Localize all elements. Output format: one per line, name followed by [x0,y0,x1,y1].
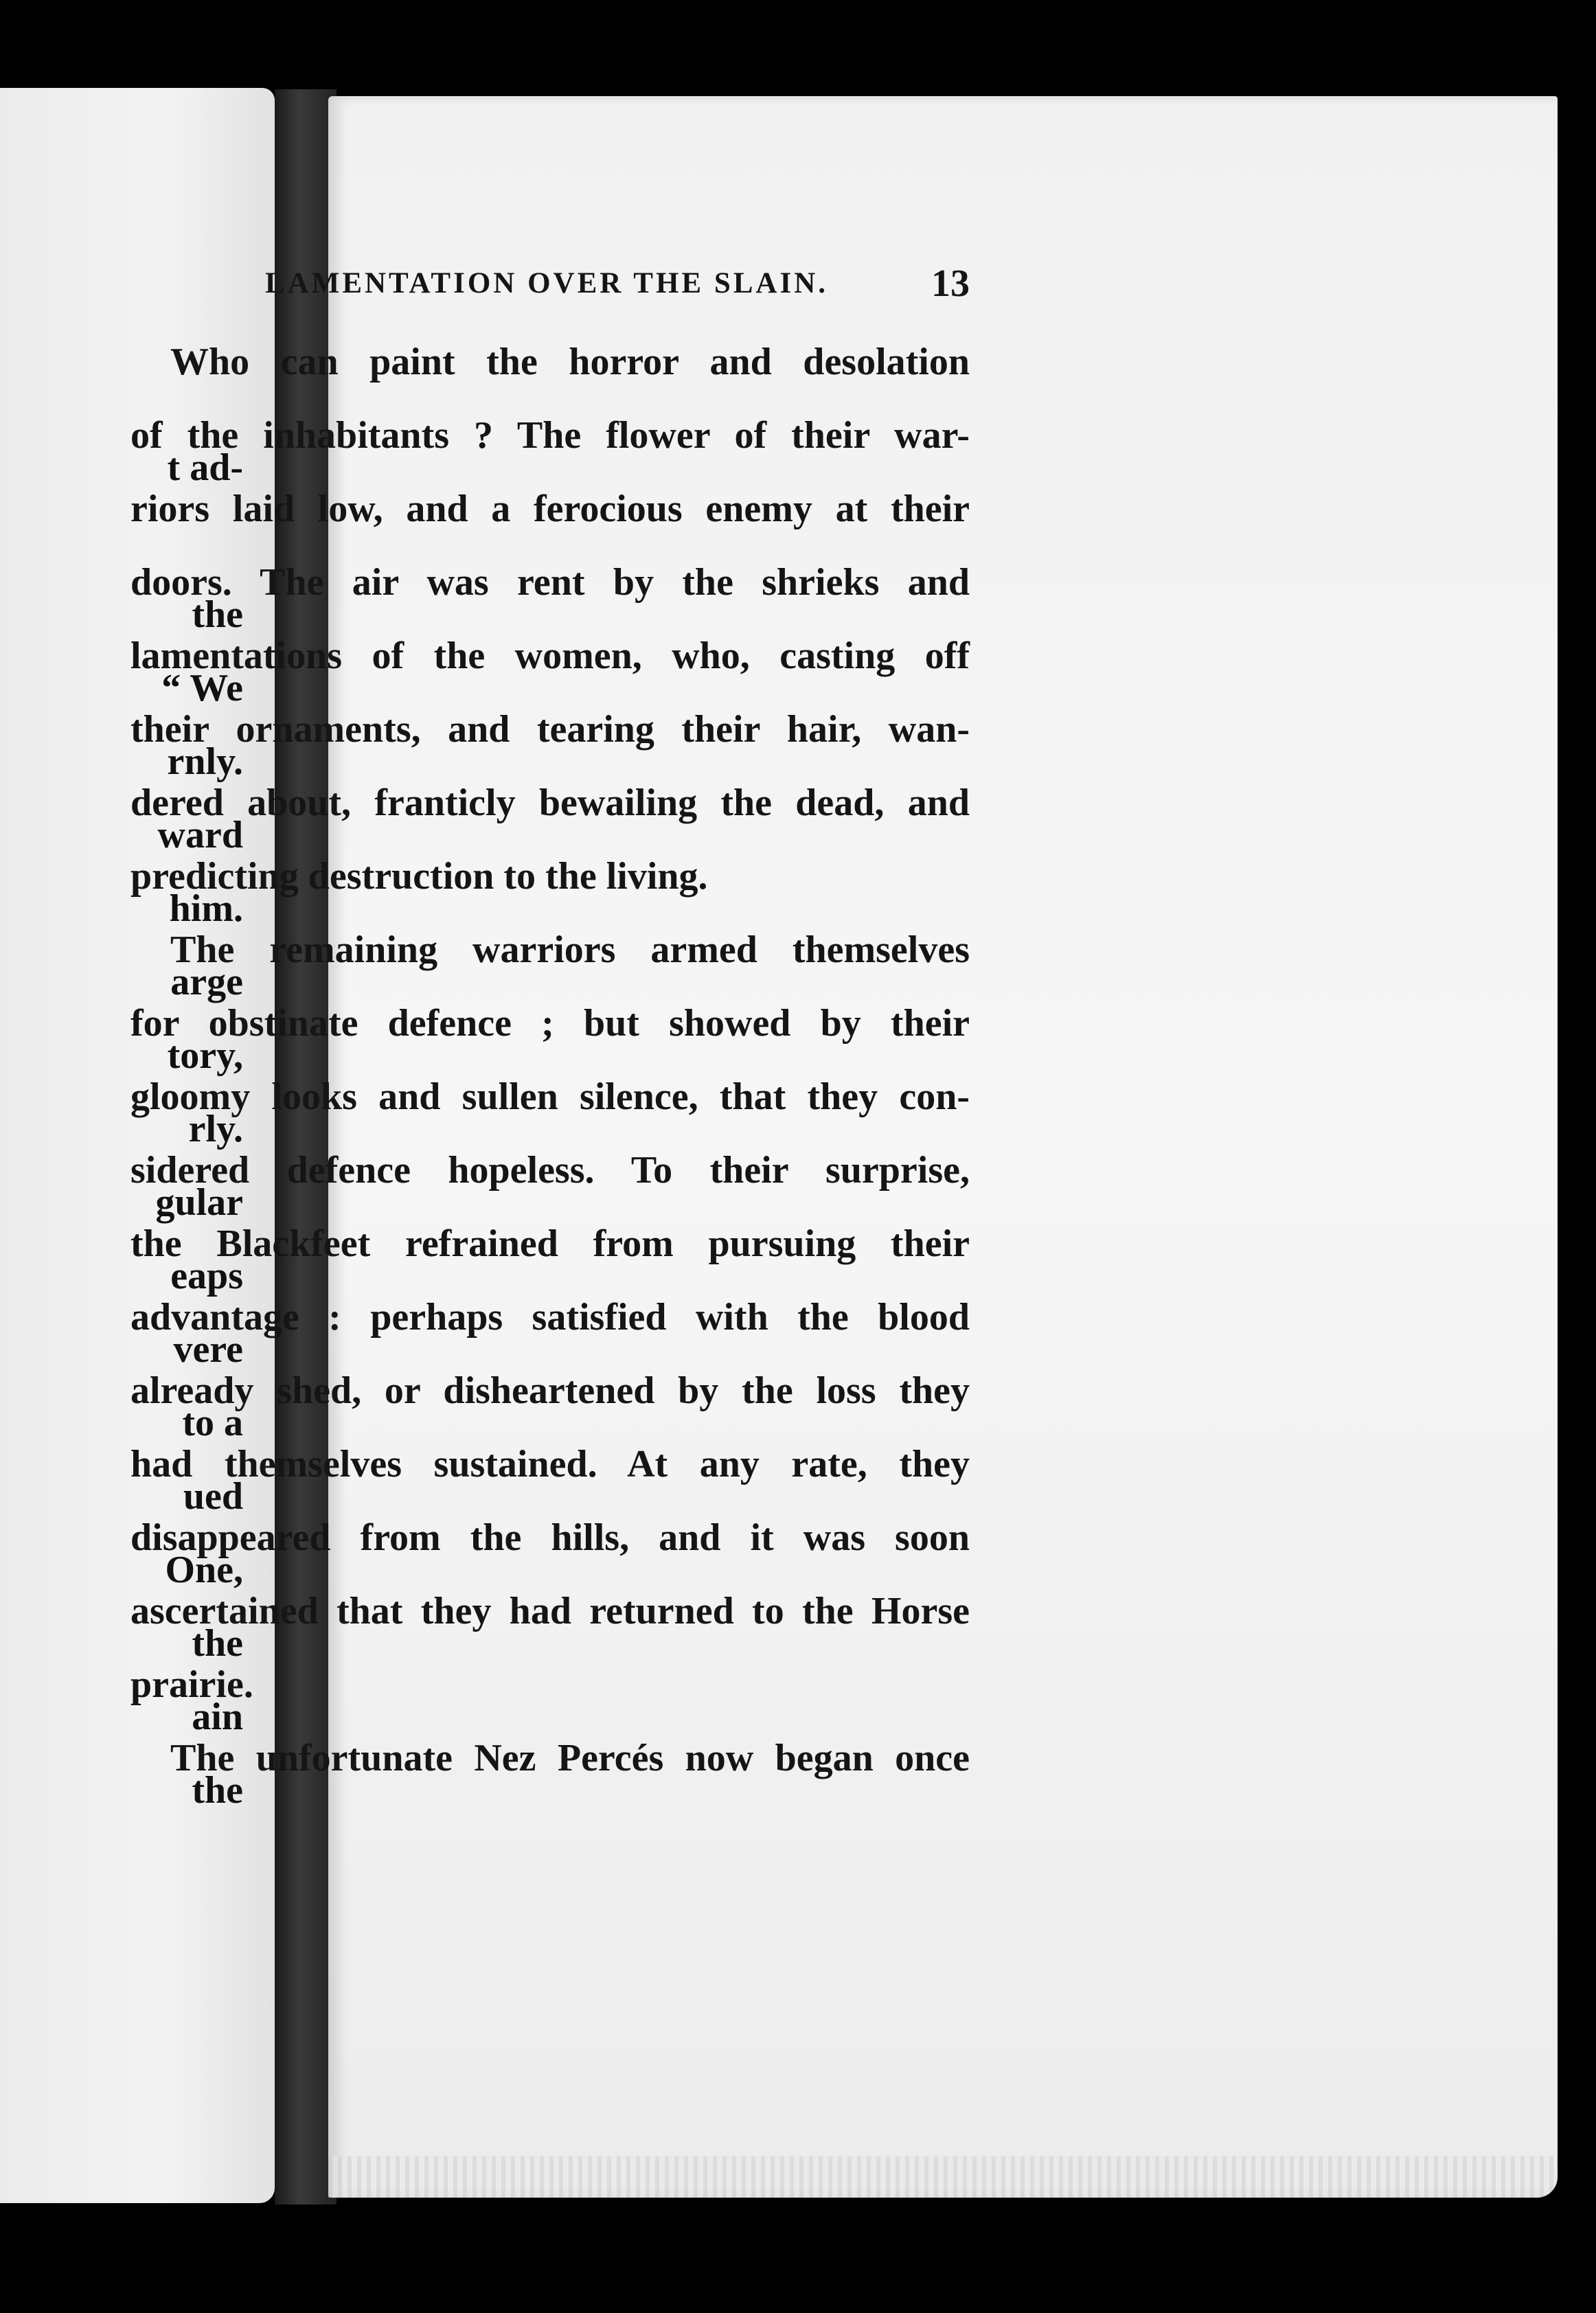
page-edge [328,2156,1558,2198]
left-line: “ We [161,667,243,709]
text-line: riors laid low, and a ferocious enemy at their [130,488,970,530]
left-line: rly. [188,1108,243,1150]
text-line: sidered defence hopeless. To their surprise, [130,1149,970,1192]
left-line: rnly. [167,740,243,783]
text-line: doors. The air was rent by the shrieks and [130,561,970,604]
left-line: eaps [170,1255,243,1297]
left-line: to a [182,1402,243,1444]
running-head-title: LAMENTATION OVER THE SLAIN. [265,267,829,299]
left-line: the [192,593,243,636]
body-text [130,326,970,1795]
text-line: the Blackfeet refrained from pursuing their [130,1222,970,1265]
text-line: prairie. [130,1663,253,1706]
left-line: arge [170,961,243,1003]
left-line: ward [157,814,243,856]
text-line: advantage : perhaps satisfied with the blood [130,1296,970,1338]
running-head [265,256,970,311]
left-line: tory, [167,1034,243,1077]
left-line: One, [165,1549,243,1591]
left-line: the [192,1769,243,1812]
text-line: their ornaments, and tearing their hair, wan- [130,708,970,751]
text-line: dered about, franticly bewailing the dead, and [130,782,970,824]
left-line: the [192,1622,243,1665]
text-line: ascertained that they had returned to the Horse [130,1590,970,1632]
text-line: gloomy looks and sullen silence, that they con- [130,1075,970,1118]
text-line: predicting destruction to the living. [130,855,708,898]
left-line: vere [173,1328,243,1371]
left-line: him. [169,887,243,930]
text-line: already shed, or disheartened by the loss they [130,1369,970,1412]
text-line: for obstinate defence ; but showed by their [130,1002,970,1045]
left-line: ued [183,1475,243,1518]
text-line: lamentations of the women, who, casting off [130,635,970,677]
page-number: 13 [931,262,970,305]
left-line: ain [192,1696,243,1738]
text-line: The remaining warriors armed themselves [170,928,970,971]
text-line: disappeared from the hills, and it was soon [130,1516,970,1559]
text-line: had themselves sustained. At any rate, they [130,1443,970,1485]
text-line: Who can paint the horror and desolation [170,341,970,383]
text-line: of the inhabitants ? The flower of their war- [130,414,970,457]
left-line: gular [155,1181,243,1224]
left-line: t ad- [167,446,243,489]
text-line: The unfortunate Nez Percés now began once [170,1737,970,1779]
